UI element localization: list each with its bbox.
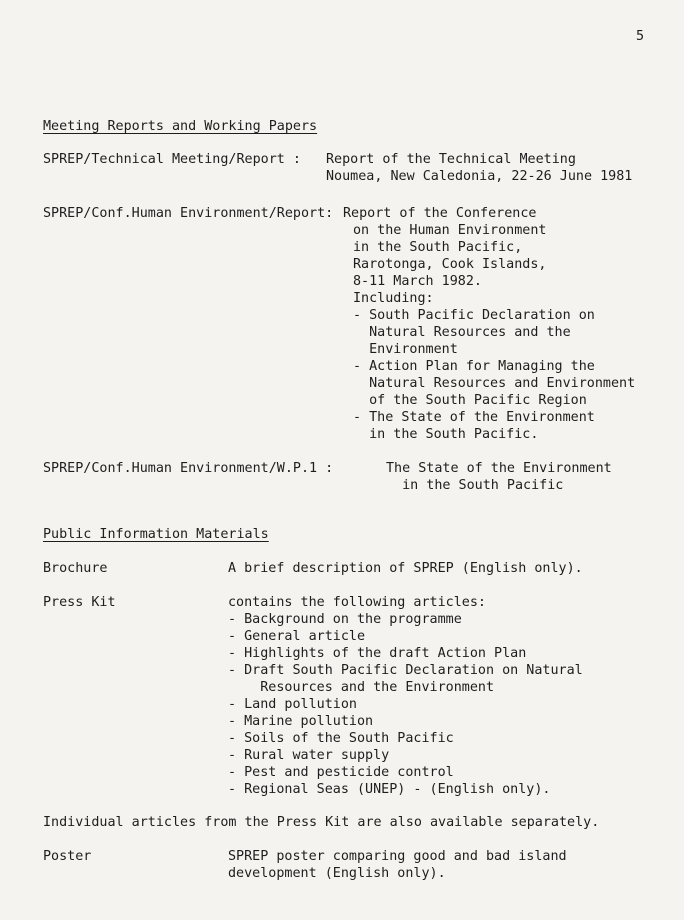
poster-line: development (English only). <box>228 866 446 881</box>
press-kit-line: - General article <box>228 629 366 644</box>
entry-line: on the Human Environment <box>353 223 547 238</box>
press-kit-line: - Soils of the South Pacific <box>228 731 454 746</box>
entry-line: in the South Pacific, <box>353 240 523 255</box>
entry-line: Environment <box>353 342 458 357</box>
entry-line: - Action Plan for Managing the <box>353 359 595 374</box>
brochure-text: A brief description of SPREP (English only). <box>228 561 583 576</box>
entry-line: in the South Pacific <box>386 478 564 493</box>
entry-line: The State of the Environment <box>386 461 612 476</box>
entry-line: 8-11 March 1982. <box>353 274 482 289</box>
entry-ref: SPREP/Conf.Human Environment/W.P.1 : <box>43 461 334 476</box>
press-kit-line: Resources and the Environment <box>228 680 495 695</box>
brochure-label: Brochure <box>43 561 108 576</box>
entry-line: Natural Resources and Environment <box>353 376 636 391</box>
entry-line: Report of the Technical Meeting <box>326 152 576 167</box>
poster-line: SPREP poster comparing good and bad island <box>228 849 567 864</box>
entry-line: Including: <box>353 291 434 306</box>
press-kit-label: Press Kit <box>43 595 116 610</box>
entry-line: in the South Pacific. <box>353 427 539 442</box>
entry-line: Rarotonga, Cook Islands, <box>353 257 547 272</box>
entry-ref: SPREP/Technical Meeting/Report : <box>43 152 301 167</box>
section-heading-meetings: Meeting Reports and Working Papers <box>43 119 318 134</box>
section-heading-public: Public Information Materials <box>43 527 269 542</box>
press-kit-line: - Marine pollution <box>228 714 374 729</box>
press-kit-line: - Highlights of the draft Action Plan <box>228 646 527 661</box>
entry-line: - The State of the Environment <box>353 410 595 425</box>
entry-line: Natural Resources and the <box>353 325 571 340</box>
entry-line: Report of the Conference <box>343 206 537 221</box>
individual-articles-note: Individual articles from the Press Kit are also available separately. <box>43 815 600 830</box>
press-kit-line: - Land pollution <box>228 697 357 712</box>
press-kit-line: - Rural water supply <box>228 748 390 763</box>
page-number: 5 <box>635 29 644 44</box>
entry-line: - South Pacific Declaration on <box>353 308 595 323</box>
press-kit-line: - Pest and pesticide control <box>228 765 454 780</box>
press-kit-line: contains the following articles: <box>228 595 486 610</box>
press-kit-line: - Draft South Pacific Declaration on Natural <box>228 663 583 678</box>
entry-ref: SPREP/Conf.Human Environment/Report: <box>43 206 334 221</box>
press-kit-line: - Regional Seas (UNEP) - (English only). <box>228 782 551 797</box>
press-kit-line: - Background on the programme <box>228 612 462 627</box>
poster-label: Poster <box>43 849 92 864</box>
entry-line: of the South Pacific Region <box>353 393 587 408</box>
entry-line: Noumea, New Caledonia, 22-26 June 1981 <box>326 169 633 184</box>
